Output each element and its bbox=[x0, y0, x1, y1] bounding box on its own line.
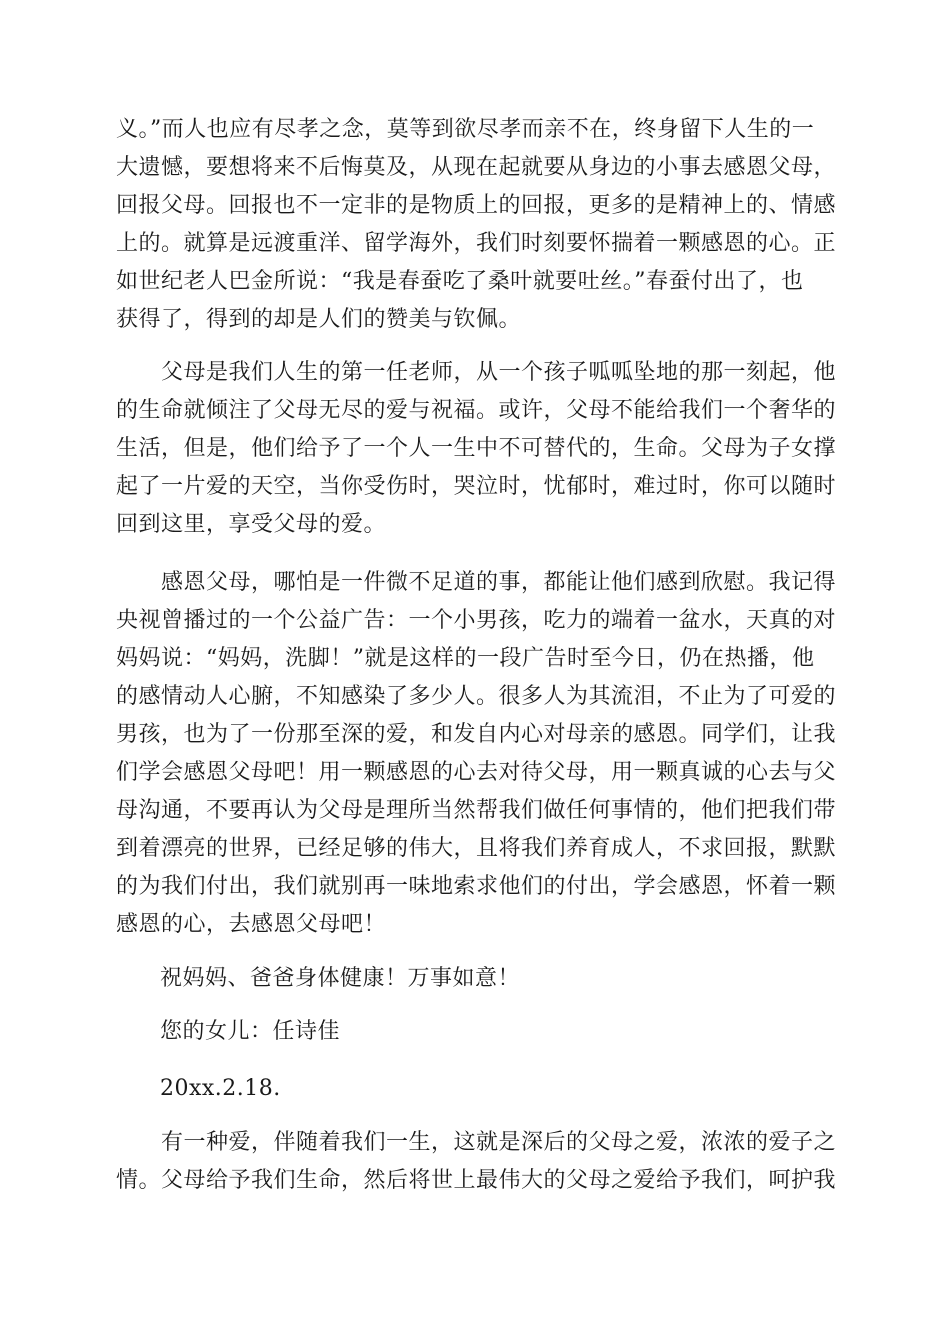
text-line: 起了一片爱的天空，当你受伤时，哭泣时，忧郁时，难过时，你可以随时 bbox=[116, 474, 837, 499]
text-line: 男孩，也为了一份那至深的爱，和发自内心对母亲的感恩。同学们，让我 bbox=[116, 722, 837, 747]
paragraph-3 bbox=[116, 564, 837, 944]
text-line: 回报父母。回报也不一定非的是物质上的回报，更多的是精神上的、情感 bbox=[116, 193, 837, 218]
text-line: 妈妈说：“妈妈，洗脚！”就是这样的一段广告时至今日，仍在热播，他 bbox=[116, 646, 815, 671]
text-line: 感恩父母，哪怕是一件微不足道的事，都能让他们感到欣慰。我记得 bbox=[116, 570, 837, 595]
text-line: 的感情动人心腑，不知感染了多少人。很多人为其流泪，不止为了可爱的 bbox=[116, 684, 837, 709]
text-line: 生活，但是，他们给予了一个人一生中不可替代的，生命。父母为子女撑 bbox=[116, 436, 837, 461]
text-line: 有一种爱，伴随着我们一生，这就是深后的父母之爱，浓浓的爱子之 bbox=[116, 1130, 837, 1155]
text-line: 央视曾播过的一个公益广告：一个小男孩，吃力的端着一盆水，天真的对 bbox=[116, 608, 837, 633]
text-line: 回到这里，享受父母的爱。 bbox=[116, 512, 387, 537]
text-line: 情。父母给予我们生命，然后将世上最伟大的父母之爱给予我们，呵护我 bbox=[116, 1168, 837, 1193]
paragraph-2 bbox=[116, 354, 837, 544]
signature: 您的女儿：任诗佳 bbox=[160, 1019, 341, 1044]
text-line: 上的。就算是远渡重洋、留学海外，我们时刻要怀揣着一颗感恩的心。正 bbox=[116, 231, 837, 256]
paragraph-1 bbox=[116, 111, 837, 339]
text-line: 的生命就倾注了父母无尽的爱与祝福。或许，父母不能给我们一个奢华的 bbox=[116, 398, 837, 423]
text-line: 们学会感恩父母吧！用一颗感恩的心去对待父母，用一颗真诚的心去与父 bbox=[116, 760, 837, 785]
text-line: 如世纪老人巴金所说：“我是春蚕吃了桑叶就要吐丝。”春蚕付出了，也 bbox=[116, 269, 804, 294]
closing-wish: 祝妈妈、爸爸身体健康！万事如意！ bbox=[160, 966, 521, 991]
text-line: 大遗憾，要想将来不后悔莫及，从现在起就要从身边的小事去感恩父母， bbox=[116, 155, 837, 180]
text-line: 义。”而人也应有尽孝之念，莫等到欲尽孝而亲不在，终身留下人生的一 bbox=[116, 117, 815, 142]
text-line: 的为我们付出，我们就别再一味地索求他们的付出，学会感恩，怀着一颗 bbox=[116, 874, 837, 899]
text-line: 获得了，得到的却是人们的赞美与钦佩。 bbox=[116, 307, 522, 332]
text-line: 感恩的心，去感恩父母吧！ bbox=[116, 912, 387, 937]
paragraph-4 bbox=[116, 1124, 837, 1200]
text-line: 母沟通，不要再认为父母是理所当然帮我们做任何事情的，他们把我们带 bbox=[116, 798, 837, 823]
text-line: 到着漂亮的世界，已经足够的伟大，且将我们养育成人，不求回报，默默 bbox=[116, 836, 837, 861]
date: 20xx.2.18. bbox=[160, 1076, 281, 1101]
text-line: 父母是我们人生的第一任老师，从一个孩子呱呱坠地的那一刻起，他 bbox=[116, 360, 837, 385]
